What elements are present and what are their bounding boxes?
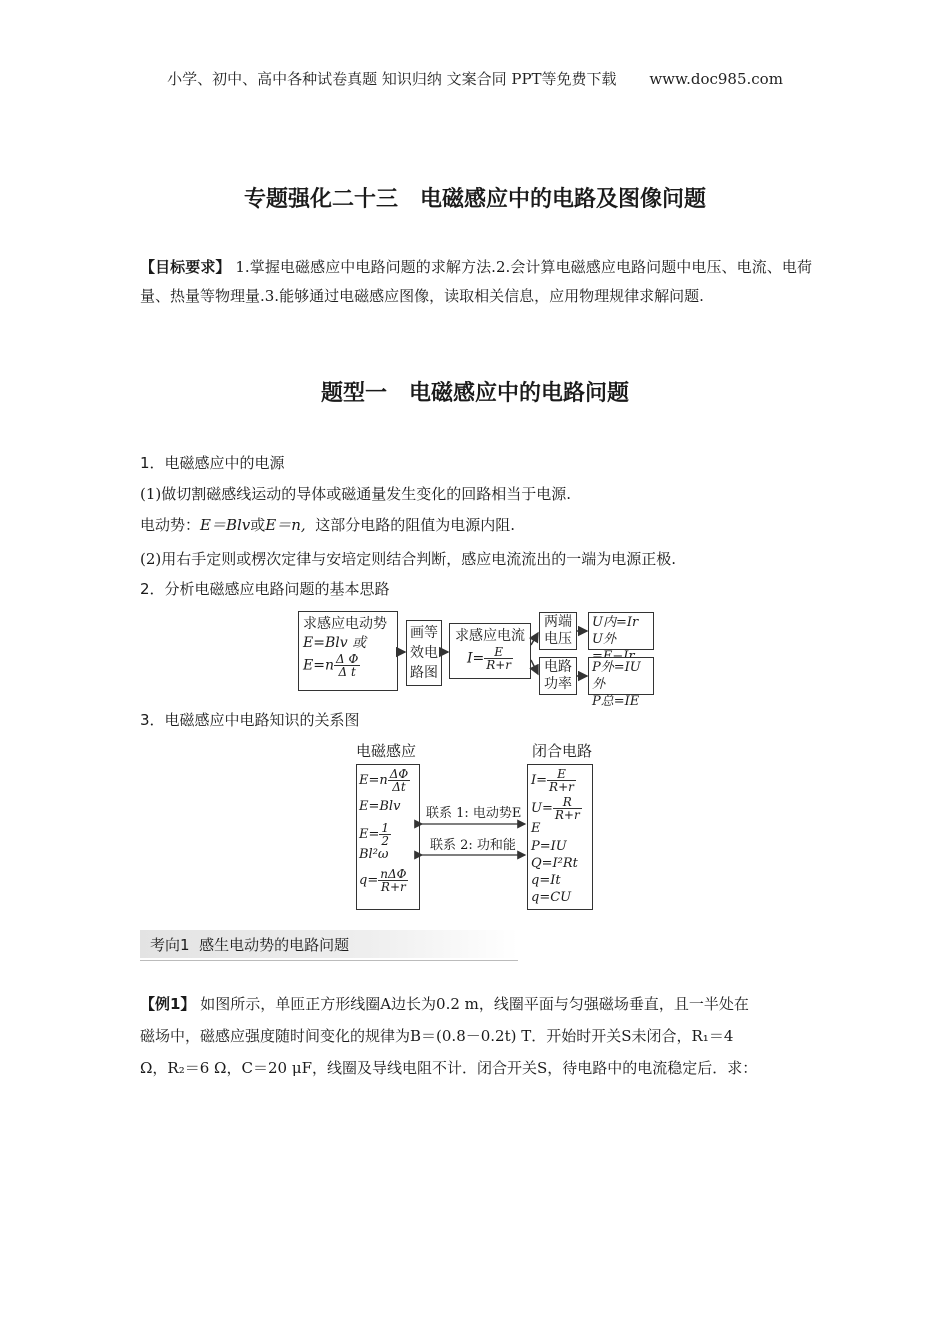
emf-formula-2: E＝n,	[265, 516, 306, 534]
fraction-denominator: 2	[381, 834, 390, 848]
emf-or: 或	[250, 516, 266, 534]
kaoxiang-underline	[140, 960, 518, 961]
fraction-denominator: Δ t	[338, 665, 356, 679]
flow-emf-formula-2: E=n	[303, 657, 334, 674]
flow-voltage-formula-1: U内=Ir	[592, 615, 639, 630]
relation-l1-pre: E=n	[359, 773, 388, 788]
relation-r2-post: E	[531, 821, 541, 836]
emf-note: 这部分电路的阻值为电源内阻.	[315, 516, 515, 534]
relation-r2-pre: U=	[531, 801, 553, 816]
kaoxiang-label: 考向1	[150, 936, 190, 954]
example-line-1: 如图所示，单匝正方形线圈A边长为0.2 m，线圈平面与匀强磁场垂直，且一半处在	[200, 995, 749, 1013]
flow-voltage-line-2: 电压	[544, 631, 572, 647]
paragraph-1: (1)做切割磁感线运动的导体或磁通量发生变化的回路相当于电源.	[140, 485, 572, 503]
relation-link-2: 联系 2: 功和能	[430, 838, 516, 853]
flow-power-line-1: 电路	[544, 659, 572, 675]
flow-current-formula: I=	[466, 650, 485, 667]
flow-current-title: 求感应电流	[455, 628, 525, 644]
fraction-denominator: R+r	[554, 808, 580, 822]
relation-l3-pre: E=	[359, 827, 380, 842]
relation-left-title: 电磁感应	[356, 742, 417, 760]
fraction-numerator: 1	[381, 821, 390, 835]
relation-r3: P=IU	[531, 839, 567, 854]
flow-emf-formula-1: E=Blv 或	[303, 635, 367, 651]
flow-power-formula-2: P总=IE	[592, 694, 640, 709]
heading-basic-approach: 2．分析电磁感应电路问题的基本思路	[140, 580, 390, 598]
section-title: 题型一 电磁感应中的电路问题	[320, 381, 629, 406]
relation-r4: Q=I²Rt	[531, 856, 578, 871]
fraction-denominator: R+r	[380, 880, 406, 894]
relation-r5: q=It	[531, 873, 561, 888]
fraction-numerator: E	[547, 768, 576, 781]
relation-l3-post: Bl²ω	[359, 847, 389, 862]
example-label: 【例1】	[140, 995, 196, 1013]
flow-voltage-formula-2: U外	[592, 632, 616, 647]
header-left-text: 小学、初中、高中各种试卷真题 知识归纳 文案合同 PPT等免费下载	[167, 70, 617, 88]
emf-label: 电动势：	[140, 516, 201, 534]
relation-right-title: 闭合电路	[532, 742, 593, 760]
relation-r1-pre: I=	[531, 773, 548, 788]
flow-power-line-2: 功率	[544, 676, 572, 692]
example-1	[140, 988, 812, 1084]
heading-power-source: 1．电磁感应中的电源	[140, 454, 285, 472]
fraction-numerator: E	[484, 646, 513, 659]
fraction-denominator: R+r	[549, 780, 574, 794]
kaoxiang-heading	[150, 934, 349, 955]
fraction-denominator: R+r	[486, 658, 512, 672]
flow-equivalent-line-3: 路图	[410, 665, 438, 681]
flow-voltage-line-1: 两端	[544, 614, 572, 630]
page-title: 专题强化二十三 电磁感应中的电路及图像问题	[243, 187, 706, 212]
fraction-numerator: Δ Φ	[335, 652, 359, 666]
fraction-numerator: nΔΦ	[380, 867, 407, 881]
kaoxiang-text: 感生电动势的电路问题	[199, 936, 350, 954]
fraction-numerator: ΔΦ	[389, 767, 409, 781]
heading-relation-map: 3．电磁感应中电路知识的关系图	[140, 711, 360, 729]
flow-power-formula-1: P外=IU外	[592, 660, 641, 692]
goal-label: 【目标要求】	[140, 258, 231, 276]
flow-emf-title: 求感应电动势	[303, 616, 387, 632]
flow-equivalent-line-2: 效电	[410, 645, 438, 661]
flow-equivalent-line-1: 画等	[410, 625, 438, 641]
header-site-link[interactable]: www.doc985.com	[649, 70, 783, 88]
relation-r6: q=CU	[531, 890, 572, 905]
fraction-denominator: Δt	[392, 780, 406, 794]
paragraph-2: (2)用右手定则或楞次定律与安培定则结合判断，感应电流流出的一端为电源正极.	[140, 550, 677, 568]
example-line-3: Ω，R₂＝6 Ω，C＝20 μF，线圈及导线电阻不计．闭合开关S，待电路中的电流稳定后．求：	[140, 1059, 758, 1077]
relation-link-1: 联系 1: 电动势E	[426, 806, 522, 821]
example-line-2: 磁场中，磁感应强度随时间变化的规律为B＝(0.8－0.2t) T．开始时开关S未闭合，R₁＝4	[140, 1027, 734, 1045]
relation-l2: E=Blv	[359, 799, 401, 814]
goal-text: 1.掌握电磁感应中电路问题的求解方法.2.会计算电磁感应电路问题中电压、电流、电荷量、热量等物理量.3.能够通过电磁感应图像，读取相关信息，应用物理规律求解问题.	[140, 258, 812, 305]
fraction-numerator: R	[553, 796, 582, 809]
relation-l4-pre: q=	[359, 873, 379, 888]
emf-formula-1: E＝Blv	[200, 516, 251, 534]
